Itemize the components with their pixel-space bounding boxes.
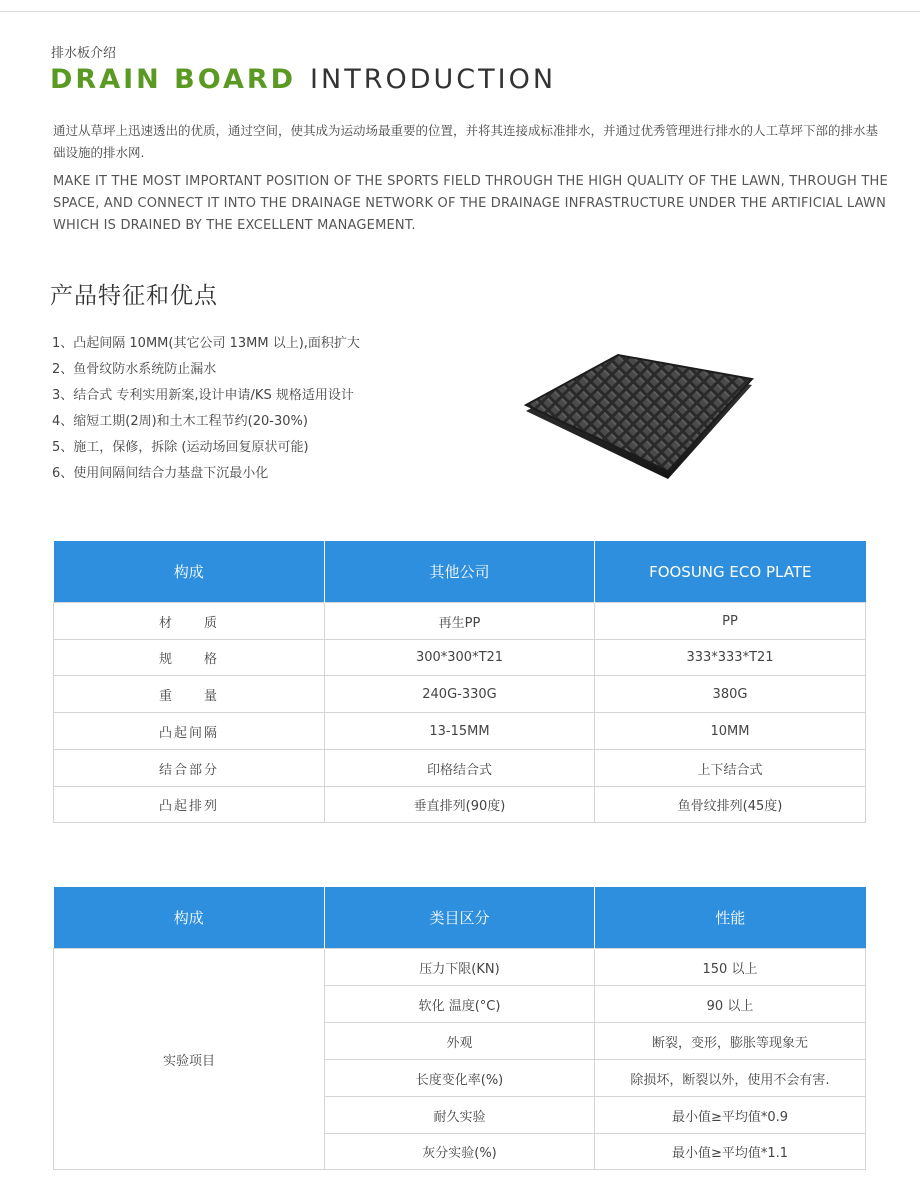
- page-title: [50, 64, 556, 95]
- table-cell: 最小值≥平均值*0.9: [595, 1097, 866, 1134]
- table-cell: 垂直排列(90度): [325, 787, 595, 823]
- intro-paragraph-en: MAKE IT THE MOST IMPORTANT POSITION OF THE SPORTS FIELD THROUGH THE HIGH QUALITY OF THE LAWN, THROUGH THE SPACE, AND CONNECT IT INTO THE DRAINAGE NETWORK OF THE DRAINAGE INFRASTRUCTURE UNDER THE ARTIFICIAL LAWN WHICH IS DRAINED BY THE EXCELLENT MANAGEMENT.: [53, 174, 888, 233]
- table-cell: 再生PP: [325, 603, 595, 640]
- title-dark: INTRODUCTION: [310, 64, 557, 95]
- table-cell: 除损坏，断裂以外，使用不会有害.: [595, 1060, 866, 1097]
- table-row: [54, 949, 866, 986]
- table-cell: 300*300*T21: [325, 640, 595, 676]
- column-header: 性能: [595, 887, 866, 949]
- table-cell: 90 以上: [595, 986, 866, 1023]
- table-cell: 13-15MM: [325, 713, 595, 750]
- table-cell: PP: [595, 603, 866, 640]
- table-cell: 断裂，变形，膨胀等现象无: [595, 1023, 866, 1060]
- table-cell: 长度变化率(%): [325, 1060, 595, 1097]
- table-row: [54, 787, 866, 823]
- table-row: [54, 640, 866, 676]
- feature-item: 2、鱼骨纹防水系统防止漏水: [52, 362, 217, 377]
- table-cell: 结合部分: [54, 750, 325, 787]
- table-cell: 380G: [595, 676, 866, 713]
- table-cell: 外观: [325, 1023, 595, 1060]
- table-cell: 240G-330G: [325, 676, 595, 713]
- table-cell: 灰分实验(%): [325, 1134, 595, 1170]
- table-header-row: [54, 887, 866, 949]
- intro-paragraph-cn: 通过从草坪上迅速透出的优质，通过空间，使其成为运动场最重要的位置，并将其连接成标准排水，并通过优秀管理进行排水的人工草坪下部的排水基础设施的排水网.: [53, 123, 879, 160]
- table-cell: 333*333*T21: [595, 640, 866, 676]
- features-heading: 产品特征和优点: [50, 283, 218, 309]
- table-cell: 软化 温度(°C): [325, 986, 595, 1023]
- table-cell: 鱼骨纹排列(45度): [595, 787, 866, 823]
- table-cell: 规 格: [54, 640, 325, 676]
- title-green: DRAIN BOARD: [50, 64, 297, 95]
- table-cell: 150 以上: [595, 949, 866, 986]
- column-header: 类目区分: [325, 887, 595, 949]
- feature-item: 3、结合式 专利实用新案,设计申请/KS 规格适用设计: [52, 388, 354, 403]
- table-cell: 重 量: [54, 676, 325, 713]
- table-cell: 上下结合式: [595, 750, 866, 787]
- features-list: [52, 331, 360, 487]
- drain-board-image: [520, 325, 760, 490]
- column-header: 构成: [54, 541, 325, 603]
- table-row: [54, 603, 866, 640]
- section-subtitle: 排水板介绍: [51, 46, 117, 61]
- table-header-row: [54, 541, 866, 603]
- table-cell: 凸起排列: [54, 787, 325, 823]
- table-row: [54, 750, 866, 787]
- table-row: [54, 713, 866, 750]
- table-cell: 压力下限(KN): [325, 949, 595, 986]
- column-header: FOOSUNG ECO PLATE: [595, 541, 866, 603]
- comparison-table: [53, 541, 866, 823]
- top-divider: [0, 11, 920, 12]
- feature-item: 4、缩短工期(2周)和土木工程节约(20-30%): [52, 414, 308, 429]
- table-row: [54, 676, 866, 713]
- feature-item: 5、施工，保修，拆除 (运动场回复原状可能): [52, 440, 309, 455]
- table-cell: 耐久实验: [325, 1097, 595, 1134]
- feature-item: 1、凸起间隔 10MM(其它公司 13MM 以上),面积扩大: [52, 336, 360, 351]
- group-label-cell: 实验项目: [54, 949, 325, 1170]
- table-cell: 最小值≥平均值*1.1: [595, 1134, 866, 1170]
- column-header: 构成: [54, 887, 325, 949]
- feature-item: 6、使用间隔间结合力基盘下沉最小化: [52, 466, 269, 481]
- table-cell: 印格结合式: [325, 750, 595, 787]
- column-header: 其他公司: [325, 541, 595, 603]
- table-cell: 10MM: [595, 713, 866, 750]
- table-cell: 凸起间隔: [54, 713, 325, 750]
- table-cell: 材 质: [54, 603, 325, 640]
- performance-table: [53, 887, 866, 1170]
